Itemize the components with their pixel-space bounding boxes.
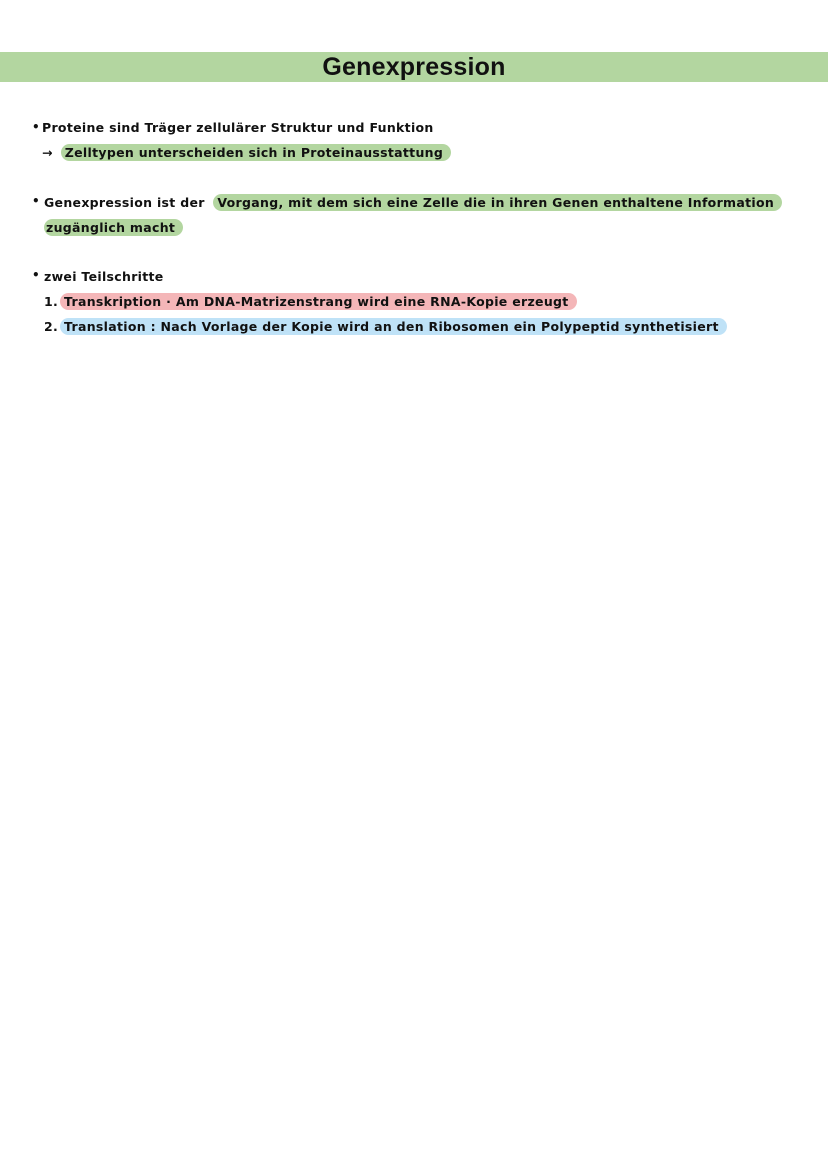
section3-heading <box>44 268 164 286</box>
section3-heading-text: zwei Teilschritte <box>44 269 164 284</box>
section1-line <box>42 119 434 137</box>
section2-text-highlight: Vorgang, mit dem sich eine Zelle die in ihren Genen enthaltene Information <box>213 194 782 211</box>
step-2-description: Nach Vorlage der Kopie wird an den Ribosomen ein Polypeptid synthetisiert <box>160 319 719 334</box>
arrow-icon: → <box>42 145 53 160</box>
step-2-highlight <box>60 318 727 335</box>
section2-text-highlight-cont: zugänglich macht <box>44 219 183 236</box>
title-bar <box>0 52 828 82</box>
step-1-separator: · <box>166 294 172 309</box>
step-2-separator: : <box>150 319 156 334</box>
step-1-name: Transkription <box>64 294 162 309</box>
bullet-2: • <box>32 194 40 208</box>
page-title: Genexpression <box>322 52 506 81</box>
section1-text: Proteine sind Träger zellulärer Struktur und Funktion <box>42 120 434 135</box>
section1-subline <box>42 144 451 162</box>
bullet-1: • <box>32 120 40 134</box>
step-2-number: 2. <box>44 319 59 334</box>
step-1-highlight <box>60 293 577 310</box>
bullet-3: • <box>32 268 40 282</box>
section1-subtext-highlight: Zelltypen unterscheiden sich in Proteinausstattung <box>61 144 451 161</box>
section2-line-1 <box>44 194 782 212</box>
step-1 <box>44 293 577 311</box>
section2-line-2 <box>44 219 183 237</box>
section2-text-plain: Genexpression ist der <box>44 195 205 210</box>
step-2 <box>44 318 727 336</box>
step-1-number: 1. <box>44 294 59 309</box>
step-2-name: Translation <box>64 319 146 334</box>
step-1-description: Am DNA-Matrizenstrang wird eine RNA-Kopie erzeugt <box>175 294 569 309</box>
